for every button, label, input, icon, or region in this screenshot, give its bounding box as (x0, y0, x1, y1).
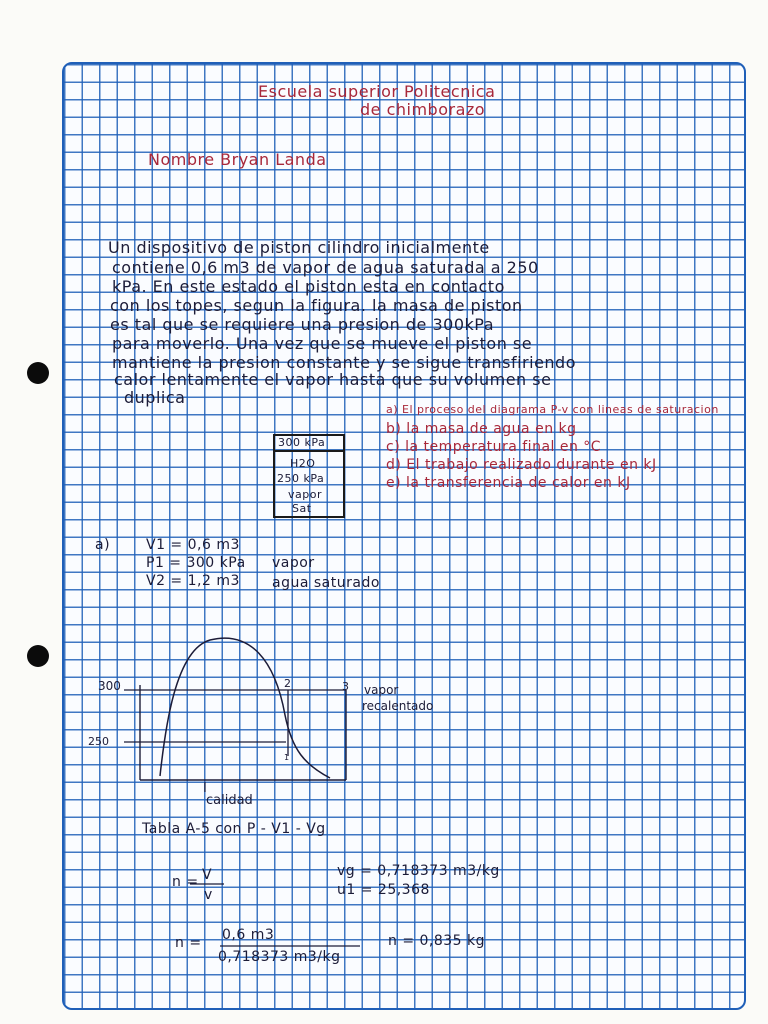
problem-line: con los topes, segun la figura. la masa de piston (110, 296, 523, 315)
vg-value: vg = 0,718373 m3/kg (337, 863, 500, 879)
equation-denominator: v (204, 887, 213, 903)
given-p1: P1 = 300 kPa (146, 555, 246, 571)
problem-line: es tal que se requiere una presion de 300kPa (110, 315, 494, 334)
vapor-label: vapor (364, 683, 399, 697)
problem-line: duplica (124, 388, 186, 407)
part-a-label: a) (95, 537, 111, 553)
mass-equation-lhs: n = (175, 935, 202, 951)
figure-line: Sat (292, 502, 312, 515)
mass-denominator: 0,718373 m3/kg (218, 949, 341, 965)
y-label-300: 300 (98, 679, 121, 693)
state-point-2: 2 (284, 677, 291, 690)
y-label-250: 250 (88, 735, 109, 748)
state-vapor: vapor (272, 555, 315, 571)
mass-numerator: 0,6 m3 (222, 927, 275, 943)
problem-line: kPa. En este estado el piston esta en contacto (112, 277, 505, 296)
u1-value: u1 = 25,368 (337, 882, 430, 898)
question-c: c) la temperatura final en °C (386, 439, 602, 455)
equation-lhs: n = (172, 874, 199, 890)
figure-line: H2O (290, 457, 316, 470)
figure-line: vapor (288, 488, 322, 501)
question-e: e) la transferencia de calor en kJ (386, 475, 631, 491)
school-name-line2: de chimborazo (360, 100, 486, 119)
state-agua: agua saturado (272, 575, 380, 591)
question-d: d) El trabajo realizado durante en kJ (386, 457, 657, 473)
equation-numerator: V (202, 867, 213, 883)
mass-result: n = 0,835 kg (388, 933, 486, 949)
school-name-line1: Escuela superior Politecnica (258, 82, 496, 101)
problem-line: para moverlo. Una vez que se mueve el piston se (112, 334, 533, 353)
problem-line: mantiene la presion constante y se sigue transfiriendo (112, 353, 576, 372)
problem-line: calor lentamente el vapor hasta que su volumen se (114, 370, 552, 389)
problem-line: contiene 0,6 m3 de vapor de agua saturada a 250 (112, 258, 539, 277)
x-axis-label: calidad (206, 793, 253, 808)
question-b: b) la masa de agua en kg (386, 421, 577, 437)
student-name: Nombre Bryan Landa (148, 150, 327, 169)
table-reference: Tabla A-5 con P - V1 - Vg (142, 821, 326, 837)
question-a: a) El proceso del diagrama P-v con lineas de saturacion (386, 403, 719, 416)
figure-top-pressure: 300 kPa (278, 436, 326, 449)
state-point-1: 1 (284, 753, 290, 762)
given-v2: V2 = 1,2 m3 (146, 573, 240, 589)
saturation-dome (160, 638, 330, 778)
figure-line: 250 kPa (277, 472, 325, 485)
problem-line: Un dispositivo de piston cilindro inicialmente (108, 238, 490, 257)
state-point-3: 3 (342, 680, 349, 693)
recalentado-label: recalentado (362, 699, 434, 713)
given-v1: V1 = 0,6 m3 (146, 537, 240, 553)
